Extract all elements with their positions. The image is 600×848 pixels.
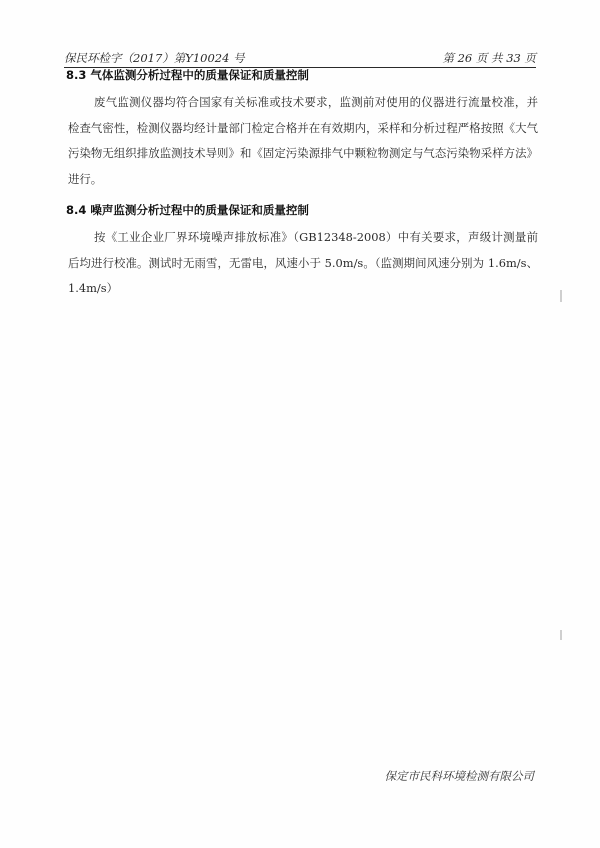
page-header — [64, 51, 536, 68]
report-number: 保民环检字（2017）第Y10024 号 — [64, 51, 245, 65]
section-gas-monitoring-qa — [66, 67, 538, 192]
section-heading: 8.3 气体监测分析过程中的质量保证和质量控制 — [66, 68, 309, 82]
section-paragraph: 废气监测仪器均符合国家有关标准或技术要求，监测前对使用的仪器进行流量校准，并检查气密性，检测仪器均经计量部门检定合格并在有效期内，采样和分析过程严格按照《大气污染物无组织排放监测技术导则》和《固定污染源排气中颗粒物测定与气态污染物采样方法》进行。 — [68, 95, 538, 186]
scan-artifact — [560, 630, 562, 640]
section-noise-monitoring-qa — [66, 202, 538, 302]
scan-artifact — [560, 290, 562, 302]
section-paragraph: 按《工业企业厂界环境噪声排放标准》（GB12348-2008）中有关要求，声级计测量前后均进行校准。测试时无雨雪，无雷电，风速小于 5.0m/s。（监测期间风速分别为 1.6m/s、1.4m/s） — [68, 230, 538, 295]
page-number: 第 26 页 共 33 页 — [442, 51, 536, 65]
company-footer: 保定市民科环境检测有限公司 — [384, 769, 534, 783]
section-heading: 8.4 噪声监测分析过程中的质量保证和质量控制 — [66, 203, 309, 217]
